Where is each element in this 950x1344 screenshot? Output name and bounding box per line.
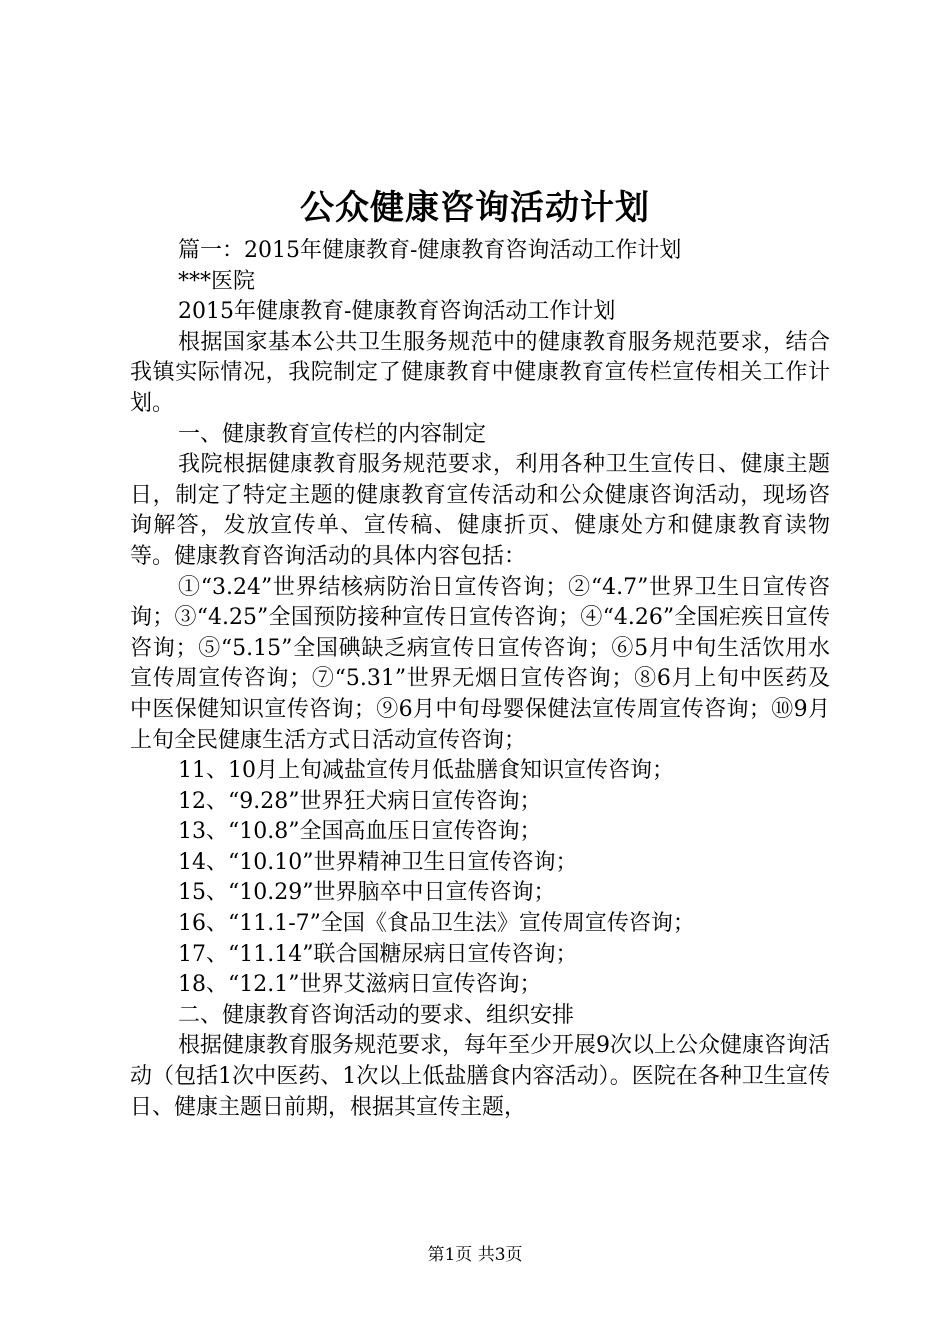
document-body [130,236,830,1123]
list-item: 14、“10.10”世界精神卫生日宣传咨询； [178,849,578,875]
section-two-heading: 二、健康教育咨询活动的要求、组织安排 [178,1002,575,1028]
document-title: 公众健康咨询活动计划 [300,188,650,228]
list-item: 16、“11.1-7”全国《食品卫生法》宣传周宣传咨询； [178,911,695,937]
section-one-heading: 一、健康教育宣传栏的内容制定 [178,421,487,447]
plan-heading-paragraph: 2015年健康教育-健康教育咨询活动工作计划 [178,299,616,325]
section-two-paragraph: 根据健康教育服务规范要求，每年至少开展9次以上公众健康咨询活动（包括1次中医药、1次以上低盐膳食内容活动）。医院在各种卫生宣传日、健康主题日前期，根据其宣传主题， [130,1033,830,1120]
hospital-name-paragraph: ***医院 [178,268,256,294]
list-item: 17、“11.14”联合国糖尿病日宣传咨询； [178,941,578,967]
page-footer: 第1页 共3页 [427,1245,523,1265]
intro-paragraph: 根据国家基本公共卫生服务规范中的健康教育服务规范要求，结合我镇实际情况，我院制定了健康教育中健康教育宣传栏宣传相关工作计划。 [130,329,830,416]
list-item: 13、“10.8”全国高血压日宣传咨询； [178,819,542,845]
list-item: 18、“12.1”世界艾滋病日宣传咨询； [178,972,542,998]
list-item: 12、“9.28”世界狂犬病日宣传咨询； [178,788,542,814]
section-one-paragraph: 我院根据健康教育服务规范要求，利用各种卫生宣传日、健康主题日，制定了特定主题的健康教育宣传活动和公众健康咨询活动，现场咨询解答，发放宣传单、宣传稿、健康折页、健康处方和健康教育读物等。健康教育咨询活动的具体内容包括： [130,452,830,569]
activity-list-paragraph: ①“3.24”世界结核病防治日宣传咨询；②“4.7”世界卫生日宣传咨询；③“4.25”全国预防接种宣传日宣传咨询；④“4.26”全国疟疾日宣传咨询；⑤“5.15”全国碘缺乏病宣传日宣传咨询；⑥5月中旬生活饮用水宣传周宣传咨询；⑦“5.31”世界无烟日宣传咨询；⑧6月上旬中医药及中医保健知识宣传咨询；⑨6月中旬母婴保健法宣传周宣传咨询；⑩9月上旬全民健康生活方式日活动宣传咨询； [130,574,830,753]
subtitle-paragraph: 篇一：2015年健康教育-健康教育咨询活动工作计划 [178,238,682,263]
list-item: 15、“10.29”世界脑卒中日宣传咨询； [178,880,556,906]
list-item: 11、10月上旬减盐宣传月低盐膳食知识宣传咨询； [178,758,674,784]
